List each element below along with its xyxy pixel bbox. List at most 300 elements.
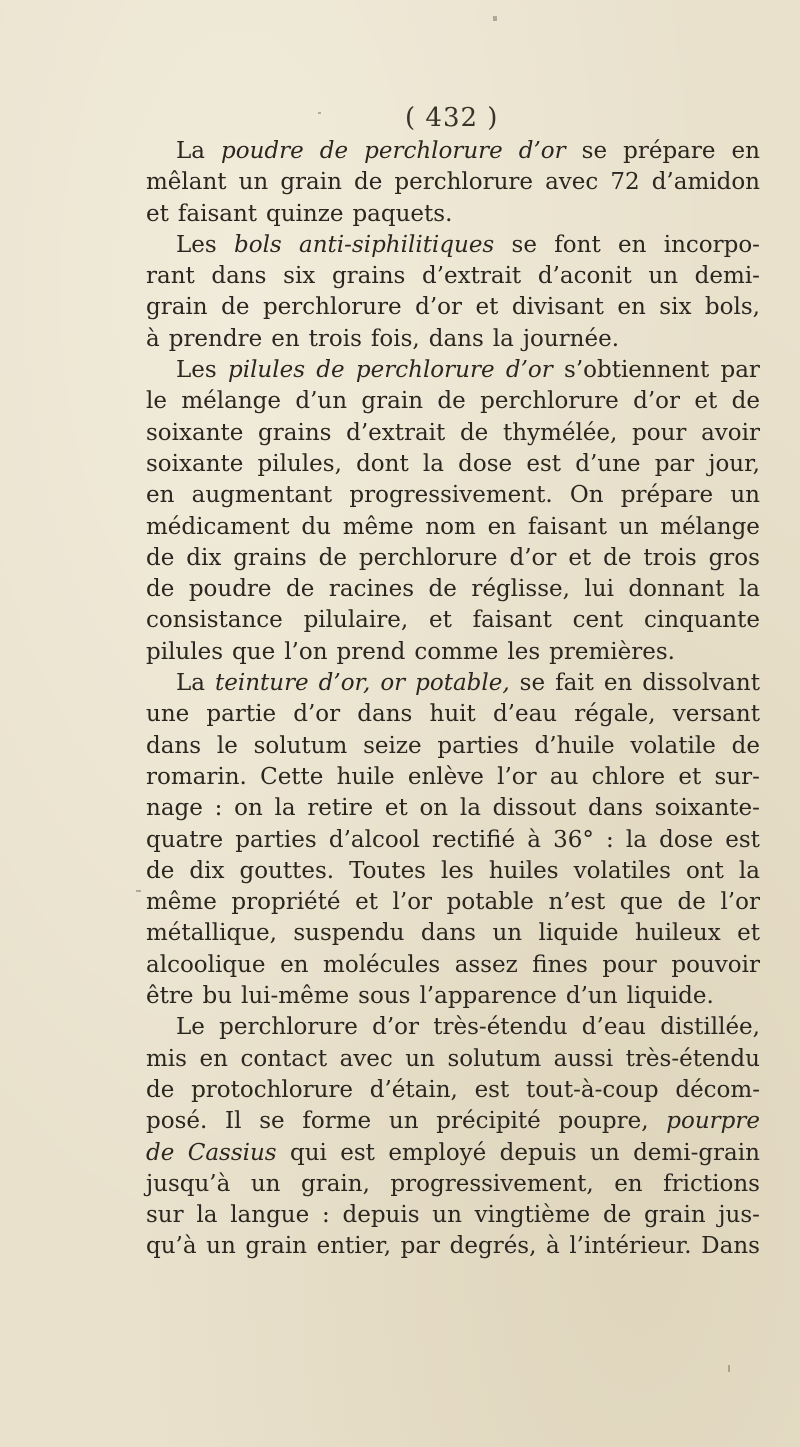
word: s’obtiennent xyxy=(564,357,710,384)
word: la xyxy=(738,576,760,603)
text-line xyxy=(146,950,760,981)
word: dont xyxy=(356,450,409,477)
word: On xyxy=(569,482,604,509)
word: d’eau xyxy=(581,1014,646,1041)
word: un xyxy=(388,1108,419,1135)
word: d’or xyxy=(633,388,681,415)
word: grains xyxy=(258,419,332,446)
word: de xyxy=(316,357,345,384)
text-line xyxy=(146,512,760,543)
word: sur xyxy=(146,1202,184,1229)
text-line xyxy=(146,167,760,198)
word: est xyxy=(526,450,562,477)
word: dans xyxy=(588,795,644,822)
word: dix xyxy=(186,544,222,571)
word: d’étain, xyxy=(369,1076,458,1103)
text-line xyxy=(146,887,760,918)
word: d’huile xyxy=(534,732,615,759)
word: volatile xyxy=(630,732,716,759)
word: jusqu’à xyxy=(146,1170,231,1197)
paper-speck xyxy=(493,16,497,21)
word: en xyxy=(271,325,300,352)
text-line xyxy=(146,480,760,511)
word: la xyxy=(625,826,647,853)
word: : xyxy=(214,795,223,822)
word: très-étendu xyxy=(433,1014,568,1041)
word: les xyxy=(507,638,541,665)
word: bols xyxy=(234,231,282,258)
word: de xyxy=(731,388,760,415)
word: mis xyxy=(146,1045,187,1072)
word: précipité xyxy=(436,1108,541,1135)
word: en xyxy=(614,1170,643,1197)
word: d’une xyxy=(575,450,641,477)
word: la xyxy=(738,857,760,884)
text-line xyxy=(146,386,760,417)
word: d’un xyxy=(295,388,348,415)
word: faisant xyxy=(472,607,552,634)
word: en xyxy=(146,482,175,509)
word: 72 xyxy=(610,169,640,196)
word: et xyxy=(355,889,378,916)
word: l’or xyxy=(497,763,537,790)
word: potable, xyxy=(415,670,510,697)
word: contact xyxy=(240,1045,328,1072)
word: de xyxy=(353,169,383,196)
text-line xyxy=(146,543,760,574)
word: d’or xyxy=(415,294,462,321)
word: teinture xyxy=(214,670,309,697)
word: progressivement, xyxy=(390,1170,594,1197)
word: protochlorure xyxy=(191,1076,354,1103)
word: que xyxy=(619,889,663,916)
word: fines xyxy=(532,951,588,978)
text-line xyxy=(146,918,760,949)
word: huit xyxy=(429,701,476,728)
word: une xyxy=(146,701,190,728)
word: l’apparence xyxy=(419,983,557,1010)
word: pilules xyxy=(227,357,306,384)
word: quatre xyxy=(146,826,224,853)
word: à xyxy=(546,1233,560,1260)
word: journée. xyxy=(522,325,620,352)
word: trois xyxy=(308,325,362,352)
word: gouttes. xyxy=(239,857,335,884)
text-line xyxy=(146,825,760,856)
word: un xyxy=(238,169,269,196)
word: un xyxy=(648,263,679,290)
word: de xyxy=(731,732,760,759)
text-line xyxy=(146,1169,760,1200)
word: de xyxy=(146,576,175,603)
word: un xyxy=(250,1170,281,1197)
word: même xyxy=(342,513,414,540)
word: donnant xyxy=(628,576,725,603)
word: Les xyxy=(176,231,217,258)
word: anti-siphilitiques xyxy=(299,231,495,258)
word: La xyxy=(176,138,205,164)
word: pour xyxy=(602,951,657,978)
word: de xyxy=(319,138,349,164)
word: et xyxy=(146,200,169,227)
word: du xyxy=(301,513,331,540)
word: pourpre xyxy=(666,1108,760,1135)
word: dose xyxy=(659,826,714,853)
word: liquide. xyxy=(626,983,714,1010)
paper-speck xyxy=(136,890,141,892)
word: à xyxy=(527,826,541,853)
word: depuis xyxy=(342,1202,420,1229)
text-line xyxy=(146,324,760,355)
text-line xyxy=(146,762,760,793)
word: au xyxy=(549,763,579,790)
word: et xyxy=(475,294,499,321)
word: enlève xyxy=(407,763,484,790)
word: qu’à xyxy=(146,1233,197,1260)
page-number: ( 432 ) xyxy=(405,103,499,133)
word: en xyxy=(199,1045,228,1072)
word: parties xyxy=(235,826,317,853)
text-line xyxy=(146,981,760,1012)
text-line xyxy=(146,292,760,323)
word: mélange xyxy=(660,513,760,540)
word: être xyxy=(146,983,194,1010)
word: un xyxy=(492,920,523,947)
text-line xyxy=(146,668,760,699)
word: soixante xyxy=(146,419,244,446)
word: le xyxy=(216,732,238,759)
word: la xyxy=(196,1202,218,1229)
word: d’extrait xyxy=(422,263,522,290)
word: et xyxy=(694,388,718,415)
word: les xyxy=(441,857,474,884)
word: prendre xyxy=(168,325,263,352)
word: d’or xyxy=(509,544,557,571)
word: on xyxy=(419,795,449,822)
word: langue xyxy=(230,1202,310,1229)
text-line xyxy=(146,1231,760,1262)
word: six xyxy=(659,294,692,321)
word: d’aconit xyxy=(537,263,632,290)
word: poudre xyxy=(188,576,272,603)
word: que xyxy=(232,638,276,665)
text-line xyxy=(146,605,760,636)
word: La xyxy=(176,670,205,697)
word: lui-même xyxy=(241,983,350,1010)
word: incorpo- xyxy=(663,231,760,258)
text-line xyxy=(146,1200,760,1231)
text-line xyxy=(146,1044,760,1075)
word: employé xyxy=(388,1139,487,1166)
word: se xyxy=(519,670,546,697)
word: de xyxy=(677,889,706,916)
word: partie xyxy=(206,701,277,728)
word: poudre xyxy=(221,138,304,164)
text-line xyxy=(146,574,760,605)
word: demi- xyxy=(694,263,760,290)
body-text xyxy=(146,136,760,1263)
word: grain xyxy=(245,1233,307,1260)
word: seize xyxy=(363,732,422,759)
word: bols, xyxy=(704,294,760,321)
word: grain xyxy=(280,169,342,196)
word: d’or xyxy=(293,701,341,728)
word: poupre, xyxy=(558,1108,649,1135)
word: entier, xyxy=(316,1233,392,1260)
word: dix xyxy=(189,857,225,884)
word: de xyxy=(428,576,457,603)
word: rant xyxy=(146,263,195,290)
word: dans xyxy=(211,263,267,290)
word: grains xyxy=(233,544,307,571)
word: quinze xyxy=(266,200,344,227)
word: volatiles xyxy=(573,857,671,884)
word: Le xyxy=(176,1014,205,1041)
word: degrés, xyxy=(449,1233,537,1260)
word: augmentant xyxy=(191,482,333,509)
word: pilules, xyxy=(257,450,342,477)
word: premières. xyxy=(549,638,675,665)
word: se xyxy=(259,1108,285,1135)
word: d’extrait xyxy=(346,419,446,446)
word: molécules xyxy=(323,951,441,978)
word: de xyxy=(146,857,175,884)
word: perchlorure xyxy=(480,388,619,415)
word: est xyxy=(725,826,760,853)
word: comme xyxy=(414,638,499,665)
word: solutum xyxy=(253,732,348,759)
word: prend xyxy=(336,638,406,665)
word: dissolvant xyxy=(642,670,760,697)
word: l’intérieur. xyxy=(569,1233,692,1260)
word: d’or xyxy=(518,138,566,164)
word: et xyxy=(428,607,452,634)
word: d’or, xyxy=(318,670,371,697)
word: alcoolique xyxy=(146,951,266,978)
word: liquide xyxy=(538,920,619,947)
word: or xyxy=(380,670,406,697)
word: distillée, xyxy=(660,1014,760,1041)
word: en xyxy=(617,294,646,321)
word: l’or xyxy=(392,889,433,916)
word: mélange xyxy=(181,388,281,415)
word: Toutes xyxy=(349,857,426,884)
word: la xyxy=(274,795,296,822)
word: la xyxy=(459,795,481,822)
word: réglisse, xyxy=(471,576,570,603)
word: fois, xyxy=(370,325,420,352)
word: par xyxy=(720,357,760,384)
word: potable xyxy=(446,889,534,916)
word: jus- xyxy=(718,1202,760,1229)
word: de xyxy=(603,544,632,571)
word: on xyxy=(234,795,263,822)
word: et xyxy=(568,544,592,571)
word: par xyxy=(654,450,695,477)
word: rectifié xyxy=(432,826,516,853)
word: décom- xyxy=(675,1076,760,1103)
word: et xyxy=(737,920,760,947)
word: chlore xyxy=(591,763,666,790)
word: pilules xyxy=(146,638,224,665)
word: perchlorure xyxy=(355,357,495,384)
word: de xyxy=(286,576,315,603)
word: perchlorure xyxy=(394,169,534,196)
word: un xyxy=(432,1202,462,1229)
word: est xyxy=(340,1139,375,1166)
word: Cette xyxy=(260,763,324,790)
word: même xyxy=(146,889,217,916)
word: soixante xyxy=(146,450,244,477)
word: n’est xyxy=(548,889,606,916)
text-line xyxy=(146,449,760,480)
word: sur- xyxy=(714,763,760,790)
word: gros xyxy=(708,544,760,571)
word: la xyxy=(422,450,444,477)
word: est xyxy=(474,1076,510,1103)
word: par xyxy=(400,1233,441,1260)
word: aussi xyxy=(553,1045,614,1072)
word: racines xyxy=(328,576,415,603)
word: tout-à-coup xyxy=(525,1076,659,1103)
word: prépare xyxy=(623,138,716,164)
word: prépare xyxy=(620,482,714,509)
word: fait xyxy=(555,670,594,697)
word: Les xyxy=(176,357,217,384)
paper-speck xyxy=(728,1365,730,1372)
word: pouvoir xyxy=(671,951,760,978)
word: d’alcool xyxy=(328,826,420,853)
word: grain, xyxy=(300,1170,370,1197)
word: font xyxy=(554,231,601,258)
text-line xyxy=(146,1138,760,1169)
word: progressivement. xyxy=(349,482,553,509)
word: l’or xyxy=(720,889,760,916)
word: demi-grain xyxy=(633,1139,760,1166)
word: : xyxy=(321,1202,330,1229)
word: forme xyxy=(302,1108,372,1135)
word: posé. xyxy=(146,1108,208,1135)
word: grains xyxy=(331,263,406,290)
text-line xyxy=(146,1106,760,1137)
word: se xyxy=(581,138,608,164)
word: soixante- xyxy=(654,795,760,822)
word: dans xyxy=(420,920,476,947)
word: ont xyxy=(685,857,724,884)
word: bu xyxy=(202,983,233,1010)
word: d’eau xyxy=(492,701,558,728)
text-line xyxy=(146,856,760,887)
word: la xyxy=(492,325,514,352)
text-line xyxy=(146,1075,760,1106)
word: un xyxy=(618,513,649,540)
word: retire xyxy=(307,795,374,822)
word: d’or xyxy=(372,1014,419,1041)
word: un xyxy=(590,1139,620,1166)
word: et xyxy=(678,763,702,790)
word: versant xyxy=(672,701,760,728)
word: faisant xyxy=(527,513,608,540)
word: de xyxy=(437,388,466,415)
word: perchlorure xyxy=(358,544,498,571)
text-line xyxy=(146,230,760,261)
word: dose xyxy=(458,450,513,477)
text-line xyxy=(146,199,760,230)
word: Dans xyxy=(701,1233,760,1260)
word: thymélée, xyxy=(502,419,618,446)
word: le xyxy=(146,388,167,415)
word: parties xyxy=(437,732,519,759)
word: perchlorure xyxy=(219,1014,358,1041)
word: vingtième xyxy=(474,1202,591,1229)
word: d’un xyxy=(565,983,618,1010)
word: huiles xyxy=(488,857,559,884)
paper-speck xyxy=(318,112,321,114)
text-line xyxy=(146,699,760,730)
text-line xyxy=(146,261,760,292)
word: métallique, xyxy=(146,920,277,947)
word: six xyxy=(283,263,316,290)
word: de xyxy=(146,1076,175,1103)
word: propriété xyxy=(231,889,341,916)
word: faisant xyxy=(177,200,258,227)
word: de xyxy=(602,1202,632,1229)
word: un xyxy=(405,1045,435,1072)
word: de xyxy=(221,294,250,321)
word: se xyxy=(511,231,537,258)
word: de xyxy=(146,544,175,571)
word: en xyxy=(617,231,647,258)
word: l’on xyxy=(284,638,328,665)
word: à xyxy=(146,325,160,352)
word: nom xyxy=(425,513,476,540)
word: lui xyxy=(584,576,614,603)
word: trois xyxy=(643,544,697,571)
word: nage xyxy=(146,795,203,822)
word: assez xyxy=(454,951,518,978)
word: en xyxy=(487,513,517,540)
word: 36° xyxy=(553,826,594,853)
word: mêlant xyxy=(146,169,227,196)
word: paquets. xyxy=(352,200,453,227)
word: un xyxy=(206,1233,236,1260)
word: en xyxy=(731,138,760,164)
word: grain xyxy=(361,388,424,415)
word: dans xyxy=(428,325,484,352)
text-line xyxy=(146,793,760,824)
word: pilulaire, xyxy=(303,607,409,634)
word: médicament xyxy=(146,513,290,540)
word: régale, xyxy=(574,701,656,728)
word: de xyxy=(459,419,489,446)
word: solutum xyxy=(447,1045,542,1072)
word: en xyxy=(603,670,633,697)
word: en xyxy=(280,951,309,978)
word: romarin. xyxy=(146,763,247,790)
word: cinquante xyxy=(644,607,760,634)
word: très-étendu xyxy=(625,1045,760,1072)
word: Il xyxy=(225,1108,242,1135)
word: qui xyxy=(289,1139,327,1166)
text-line xyxy=(146,637,760,668)
word: cent xyxy=(572,607,624,634)
word: suspendu xyxy=(293,920,405,947)
word: d’amidon xyxy=(651,169,760,196)
word: dans xyxy=(146,732,202,759)
word: huile xyxy=(336,763,395,790)
word: perchlorure xyxy=(262,294,402,321)
word: frictions xyxy=(663,1170,760,1197)
